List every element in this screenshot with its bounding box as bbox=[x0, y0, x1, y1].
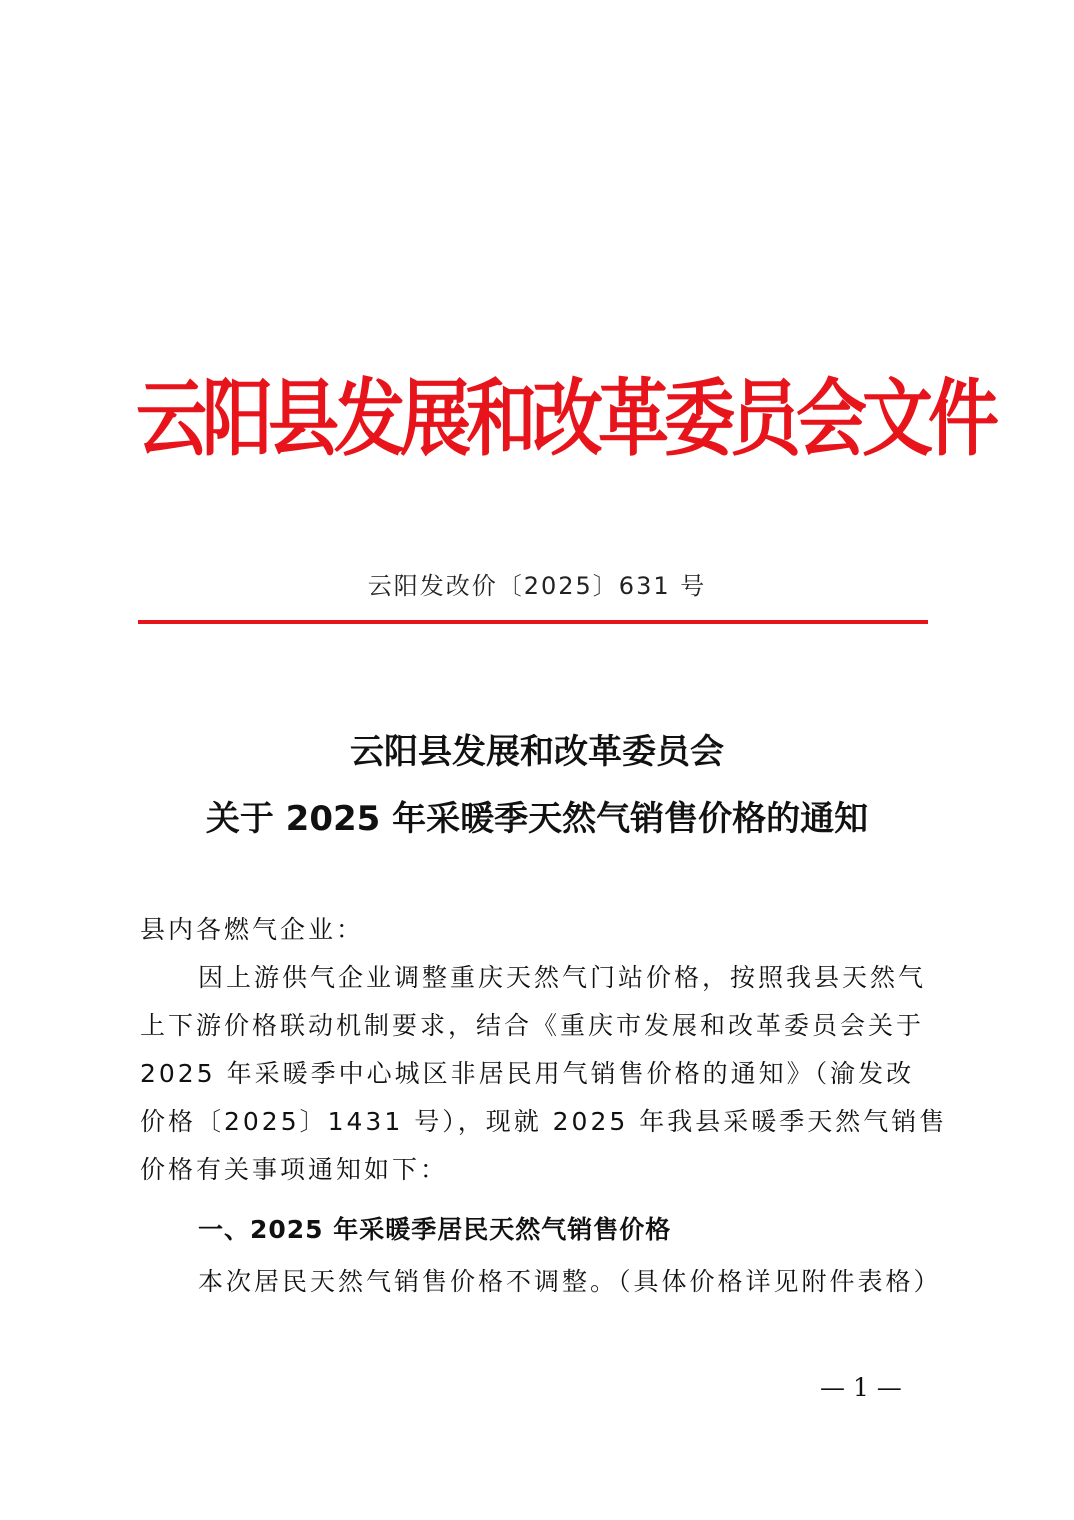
section-text: 本次居民天然气销售价格不调整。（具体价格详见附件表格） bbox=[198, 1267, 942, 1296]
paragraph-line: 因上游供气企业调整重庆天然气门站价格，按照我县天然气 bbox=[198, 963, 927, 992]
paragraph-line: 2025 年采暖季中心城区非居民用气销售价格的通知》（渝发改 bbox=[140, 1059, 915, 1088]
paragraph-line: 价格〔2025〕1431 号），现就 2025 年我县采暖季天然气销售 bbox=[140, 1107, 948, 1136]
notice-title-line-1: 云阳县发展和改革委员会 bbox=[350, 732, 724, 772]
organization-title: 云阳县发展和改革委员会文件 bbox=[136, 368, 995, 468]
paragraph-line: 价格有关事项通知如下： bbox=[140, 1155, 449, 1184]
document-number: 云阳发改价〔2025〕631 号 bbox=[367, 572, 707, 600]
notice-title-line-2: 关于 2025 年采暖季天然气销售价格的通知 bbox=[205, 799, 869, 839]
page-number: — 1 — bbox=[820, 1373, 902, 1402]
section-heading: 一、2025 年采暖季居民天然气销售价格 bbox=[198, 1215, 672, 1244]
paragraph-line: 上下游价格联动机制要求，结合《重庆市发展和改革委员会关于 bbox=[140, 1011, 925, 1040]
salutation: 县内各燃气企业： bbox=[140, 915, 365, 944]
red-divider bbox=[138, 620, 928, 624]
